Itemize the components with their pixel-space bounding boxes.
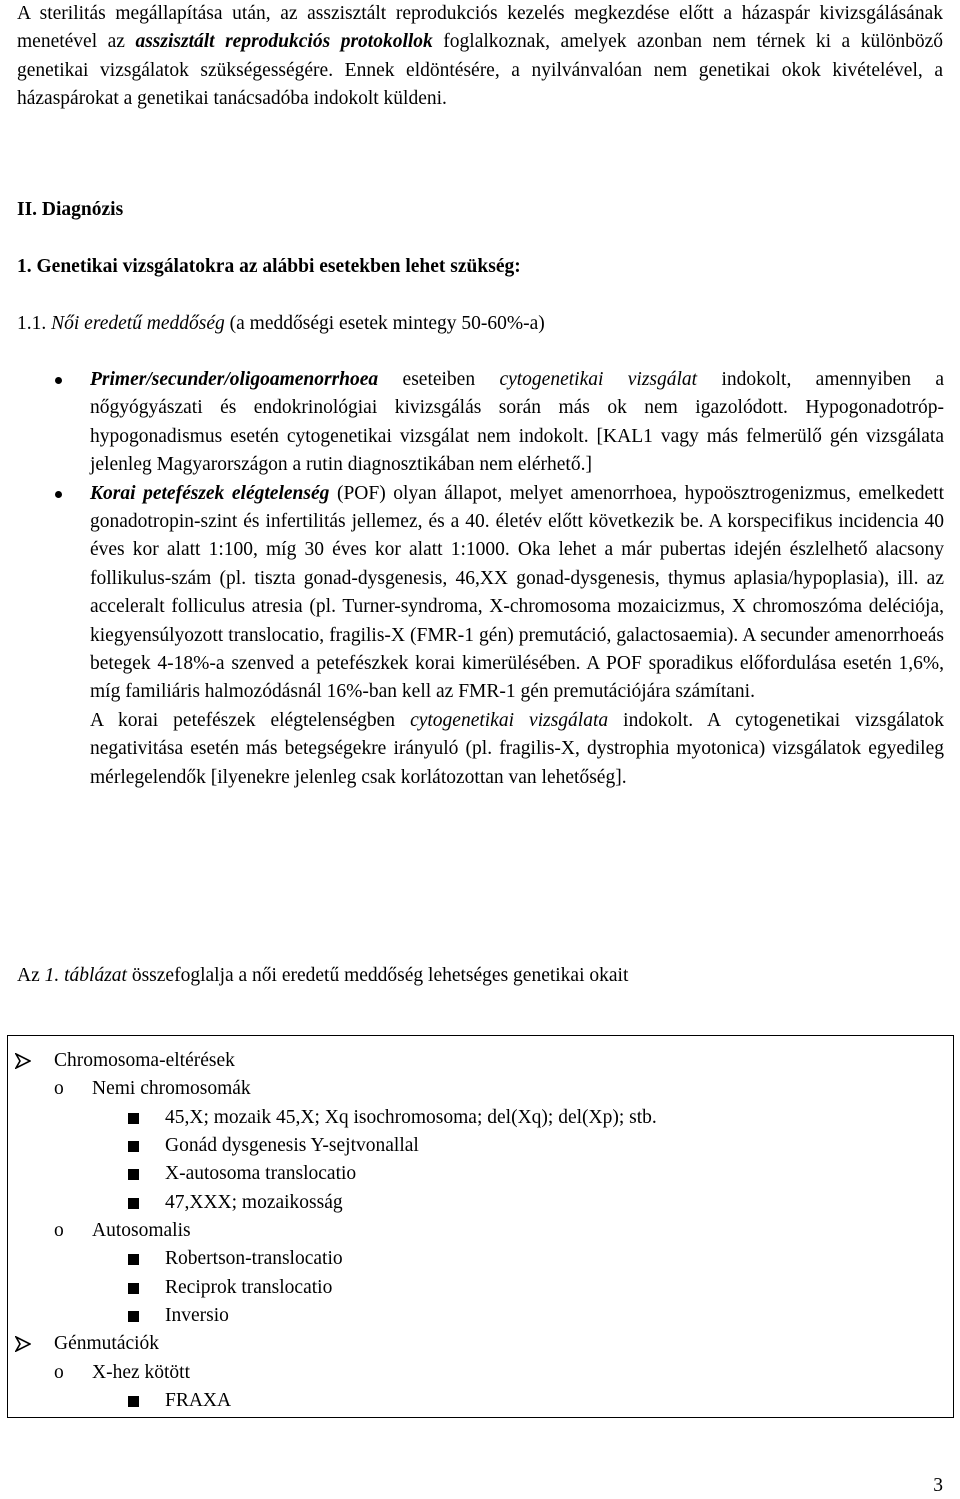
subsection-number: 1.1. (17, 313, 52, 334)
arrow-bullet-icon (15, 1053, 31, 1069)
genetic-causes-table (7, 1035, 954, 1418)
subsection-title (17, 310, 943, 338)
table-item-text: X-autosoma translocatio (165, 1163, 357, 1184)
square-bullet-icon (128, 1311, 139, 1322)
table-level3-item (165, 1104, 657, 1132)
bullet-text: indokolt, amennyiben a nőgyógyászati és endokrinológiai kivizsgálás során más ok nem igazolódott. Hypogonadotróp-hypogonadismus esetén cytogenetikai vizsgálat nem indokolt. [KAL1 vagy más felmerülő gén vizsgálata jelenleg Magyarországon a rutin diagnosztikában nem elérhető.] (90, 369, 944, 476)
table-item-text: Reciprok translocatio (165, 1277, 333, 1298)
bullet-continuation (90, 707, 944, 792)
circle-bullet-icon: o (54, 1220, 64, 1241)
table-ref-text: összefoglalja a női eredetű meddőség lehetséges genetikai okait (126, 965, 629, 986)
bullet-term: Korai petefészek elégtelenség (90, 482, 330, 504)
table-item-text: Inversio (165, 1305, 229, 1326)
table-item-text: X-hez kötött (92, 1362, 191, 1383)
table-item-text: Autosomalis (92, 1220, 191, 1241)
table-level3-item (165, 1245, 343, 1273)
square-bullet-icon (128, 1169, 139, 1180)
subsection-note: (a meddőségi esetek mintegy 50-60%-a) (224, 313, 545, 334)
square-bullet-icon (128, 1113, 139, 1124)
square-bullet-icon (128, 1283, 139, 1294)
table-level2-item (54, 1359, 191, 1387)
table-item-text: Gonád dysgenesis Y-sejtvonallal (165, 1135, 419, 1156)
table-level3-item (165, 1189, 343, 1217)
table-level1-item (54, 1047, 235, 1075)
table-level3-item (165, 1160, 356, 1188)
subsection-title-text: Női eredetű meddőség (51, 313, 225, 334)
circle-bullet-icon: o (54, 1362, 64, 1383)
bullet-text: indokolt. A cytogenetikai vizsgálatok negativitása esetén más betegségekre irányuló (pl. fragilis-X, dystrophia myotonica) vizsgálatok egyedileg mérlegelendők [ilyenekre jelenleg csak korlátozottan van lehetőség]. (90, 709, 944, 788)
table-level3-item (165, 1387, 231, 1415)
table-reference (17, 962, 943, 990)
arrow-bullet-icon (15, 1336, 31, 1352)
square-bullet-icon (128, 1254, 139, 1265)
square-bullet-icon (128, 1396, 139, 1407)
table-item-text: Robertson-translocatio (165, 1248, 343, 1269)
bullet-text: A korai petefészek elégtelenségben (90, 709, 411, 731)
bullet-italic: cytogenetikai vizsgálat (499, 369, 698, 390)
table-level3-item (165, 1274, 332, 1302)
table-level3-item (165, 1302, 229, 1330)
table-ref-link: 1. táblázat (44, 965, 127, 986)
table-item-text: Nemi chromosomák (92, 1078, 251, 1099)
bullet-icon (55, 377, 62, 384)
page-number: 3 (933, 1475, 943, 1496)
circle-bullet-icon: o (54, 1078, 64, 1099)
table-ref-text: Az (17, 965, 45, 986)
bullet-text: (POF) olyan állapot, melyet amenorrhoea, hypoösztrogenizmus, emelkedett gonadotropin-szint és infertilitás jellemez, és a 40. életév előtt következik be. A korspecifikus incidencia 40 éves kor alatt 1:100, míg 30 éves kor alatt 1:1000. Oka lehet a már pubertas idején észlelhető alacsony follikulus-szám (pl. tiszta gonad-dysgenesis, 46,XX gonad-dysgenesis, thymus aplasia/hypoplasia), ill. az acceleralt folliculus atresia (pl. Turner-syndroma, X-chromosoma mozaicizmus, X chromoszóma deléciója, kiegyensúlyozott translocatio, fragilis-X (FMR-1 gén) premutáció, galactosaemia). A secunder amenorrhoeás betegek 4-18%-a szenved a petefészkek korai kimerülésében. A POF sporadikus előfordulása esetén 1,6%, míg familiáris halmozódásnál 16%-ban kell az FMR-1 gén premutációjára számítani. (90, 482, 944, 703)
bullet-term: Primer/secunder/oligoamenorrhoea (90, 369, 379, 390)
table-item-text: FRAXA (165, 1390, 232, 1411)
table-item-text: 45,X; mozaik 45,X; Xq isochromosoma; del(Xq); del(Xp); stb. (165, 1107, 657, 1128)
table-item-text: Génmutációk (54, 1333, 160, 1354)
intro-text-1: A sterilitás megállapítása után, az asszisztált reprodukciós kezelés megkezdése előtt a házaspár kivizsgálásának menetével az (17, 3, 943, 53)
square-bullet-icon (128, 1141, 139, 1152)
table-item-text: 47,XXX; mozaikosság (165, 1192, 343, 1213)
intro-emphasis: asszisztált reprodukciós protokollok (135, 31, 433, 53)
bullet-icon (55, 491, 62, 498)
list-item (17, 366, 944, 480)
bullet-text: eseteiben (378, 369, 500, 390)
intro-text-2: foglalkoznak, amelyek azonban nem térnek ki a különböző genetikai vizsgálatok szükségességére. Ennek eldöntésére, a nyilvánvalóan nem genetikai okok kivételével, a házaspárokat a genetikai tanácsadóba indokolt küldeni. (17, 31, 944, 110)
intro-paragraph (17, 0, 943, 114)
list-item (17, 480, 944, 792)
table-level2-item (54, 1075, 251, 1103)
bullet-list (17, 366, 944, 792)
bullet-italic: cytogenetikai vizsgálata (410, 709, 609, 731)
table-item-text: Chromosoma-eltérések (54, 1050, 235, 1071)
square-bullet-icon (128, 1198, 139, 1209)
table-level2-item (54, 1217, 191, 1245)
table-level1-item (54, 1330, 159, 1358)
table-level3-item (165, 1132, 419, 1160)
subsection-heading: 1. Genetikai vizsgálatokra az alábbi esetekben lehet szükség: (17, 256, 521, 277)
section-heading: II. Diagnózis (17, 199, 124, 220)
